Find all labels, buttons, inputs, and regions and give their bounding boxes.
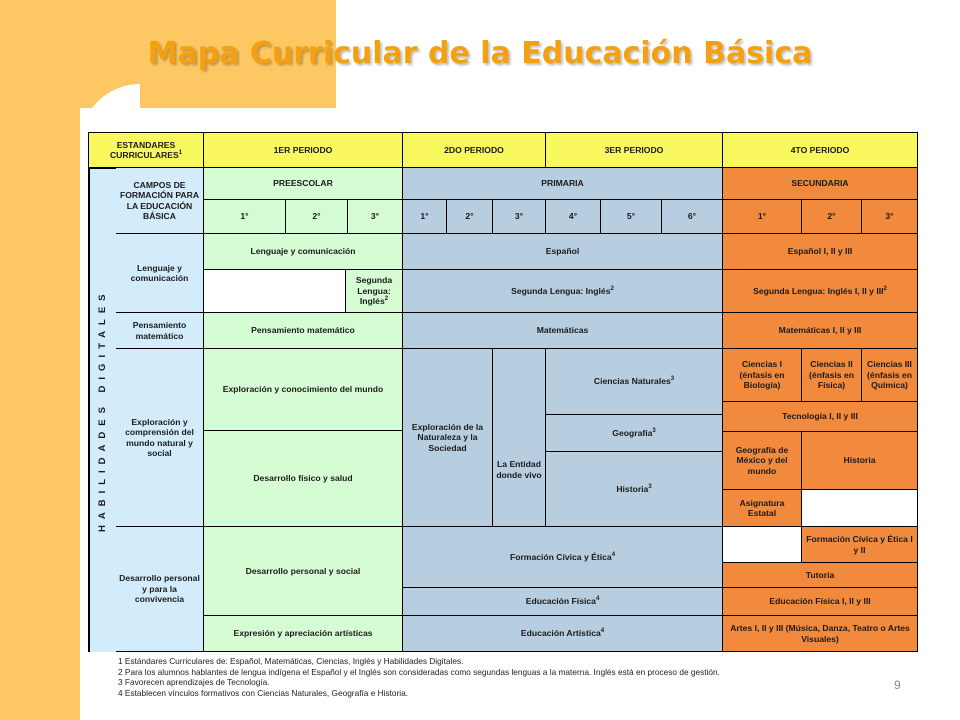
preescolar-header: PREESCOLAR <box>204 168 403 200</box>
geografia-primaria: Geografía$^3$ <box>546 415 723 452</box>
educacion-fisica-primaria: Educación Física$^4$ <box>403 588 723 616</box>
periodo-4-header: 4TO PERIODO <box>723 133 918 168</box>
historia-primaria: Historia$^3$ <box>546 452 723 527</box>
ciencias-quimica: Ciencias III (énfasis en Química) <box>862 349 918 402</box>
footnote: 1 Estándares Curriculares de: Español, Matemáticas, Ciencias, Inglés y Habilidades Digitales. <box>118 656 464 666</box>
grade-cell: 3° <box>493 200 546 234</box>
campo-lenguaje: Lenguaje y comunicación <box>116 234 204 313</box>
educacion-artistica-primaria: Educación Artística$^4$ <box>403 616 723 652</box>
campo-exploracion: Exploración y comprensión del mundo natural y social <box>116 349 204 527</box>
asignatura-estatal: Asignatura Estatal <box>723 490 802 527</box>
matematicas-secundaria: Matemáticas I, II y III <box>723 313 918 349</box>
ciencias-fisica: Ciencias II (énfasis en Física) <box>802 349 862 402</box>
historia-secundaria: Historia <box>802 432 918 490</box>
grade-cell: 4° <box>546 200 601 234</box>
espanol-secundaria: Español I, II y III <box>723 234 918 270</box>
artes-secundaria: Artes I, II y III (Música, Danza, Teatro o Artes Visuales) <box>723 616 918 652</box>
page-number: 9 <box>894 678 901 692</box>
secundaria-header: SECUNDARIA <box>723 168 918 200</box>
footnote: 4 Establecen vínculos formativos con Ciencias Naturales, Geografía e Historia. <box>118 687 409 698</box>
desarrollo-personal-preescolar: Desarrollo personal y social <box>204 527 403 616</box>
grade-cell: 1° <box>723 200 802 234</box>
grade-cell: 6° <box>662 200 723 234</box>
expresion-artistica-preescolar: Expresión y apreciación artísticas <box>204 616 403 652</box>
grade-cell: 1° <box>403 200 447 234</box>
grade-cell: 3° <box>862 200 918 234</box>
footnote: 3 Favorecen aprendizajes de Tecnología. <box>118 677 270 687</box>
blank-cell <box>204 270 346 313</box>
ingles-primaria: Segunda Lengua: Inglés$^2$ <box>403 270 723 313</box>
periodo-2-header: 2DO PERIODO <box>403 133 546 168</box>
grade-cell: 2° <box>802 200 862 234</box>
tutoria-secundaria: Tutoría <box>723 563 918 588</box>
exploracion-naturaleza-primaria: Exploración de la Naturaleza y la Sociedad <box>403 349 493 527</box>
grade-cell: 2° <box>447 200 493 234</box>
tecnologia-secundaria: Tecnología I, II y III <box>723 402 918 432</box>
left-accent-band <box>0 0 80 720</box>
campo-desarrollo: Desarrollo personal y para la convivencia <box>116 527 204 652</box>
grade-cell: 2° <box>286 200 348 234</box>
grade-cell: 5° <box>601 200 662 234</box>
educacion-fisica-secundaria: Educación Física I, II y III <box>723 588 918 616</box>
ingles-preescolar: Segunda Lengua: Inglés$^2$ <box>346 270 403 313</box>
blank-cell <box>723 527 802 563</box>
periodo-3-header: 3ER PERIODO <box>546 133 723 168</box>
grade-cell: 3° <box>348 200 403 234</box>
blank-cell <box>802 490 918 527</box>
espanol-primaria: Español <box>403 234 723 270</box>
estandares-header: ESTANDARES CURRICULARES$^1$ <box>89 133 204 168</box>
habilidades-digitales-label: HABILIDADES DIGITALES <box>89 168 116 652</box>
ciencias-naturales-primaria: Ciencias Naturales$^3$ <box>546 349 723 415</box>
entidad-donde-vivo: La Entidad donde vivo <box>493 349 546 527</box>
footnote: 2 Para los alumnos hablantes de lengua indígena el Español y el Inglés son consideradas como segundas lenguas a la materna. Inglés está en proceso de gestión. <box>118 666 720 677</box>
campo-pensamiento: Pensamiento matemático <box>116 313 204 349</box>
lenguaje-preescolar: Lenguaje y comunicación <box>204 234 403 270</box>
grade-cell: 1° <box>204 200 286 234</box>
slide-title: Mapa Curricular de la Educación Básica <box>147 36 813 71</box>
matematicas-primaria: Matemáticas <box>403 313 723 349</box>
periodo-1-header: 1ER PERIODO <box>204 133 403 168</box>
ingles-secundaria: Segunda Lengua: Inglés I, II y III$^2$ <box>723 270 918 313</box>
civica-secundaria: Formación Cívica y Ética I y II <box>802 527 918 563</box>
primaria-header: PRIMARIA <box>403 168 723 200</box>
geografia-secundaria: Geografía de México y del mundo <box>723 432 802 490</box>
ciencias-biologia: Ciencias I (énfasis en Biología) <box>723 349 802 402</box>
exploracion-mundo-preescolar: Exploración y conocimiento del mundo <box>204 349 403 431</box>
campos-header: CAMPOS DE FORMACIÓN PARA LA EDUCACIÓN BÁSICA <box>116 168 204 234</box>
desarrollo-fisico-preescolar: Desarrollo físico y salud <box>204 431 403 527</box>
footnotes <box>118 656 878 698</box>
curricular-map-table <box>88 132 918 652</box>
pensamiento-preescolar: Pensamiento matemático <box>204 313 403 349</box>
civica-primaria: Formación Cívica y Ética$^4$ <box>403 527 723 588</box>
